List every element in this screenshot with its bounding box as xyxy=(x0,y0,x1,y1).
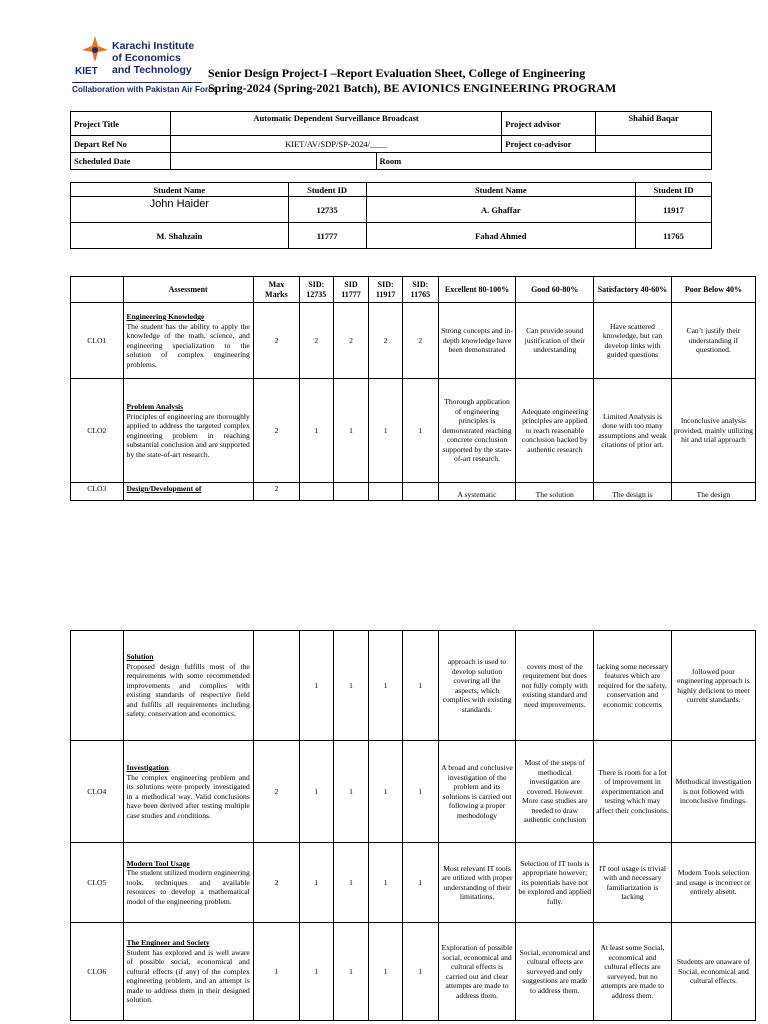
rubric-table-part2 xyxy=(70,630,756,1021)
student-mark: 1 xyxy=(369,843,403,923)
good-criteria: Adequate engineering principles are applied to reach reasonable conclusion backed by authentic research xyxy=(516,379,594,483)
student-id: 12735 xyxy=(288,197,366,223)
project-advisor-value: Shahid Baqar xyxy=(596,112,712,136)
max-marks: 2 xyxy=(253,379,299,483)
max-marks: 2 xyxy=(253,843,299,923)
student-mark: 1 xyxy=(333,923,369,1021)
poor-criteria: Can’t justify their understanding if questioned. xyxy=(671,303,755,379)
student-mark: 1 xyxy=(333,379,369,483)
student-id: 11777 xyxy=(288,223,366,249)
clo-label: CLO2 xyxy=(71,379,124,483)
sid-header: SID: 11765 xyxy=(402,277,438,303)
assessment-cell: Design/Development of xyxy=(123,483,253,501)
student-mark: 2 xyxy=(300,303,334,379)
student-mark: 1 xyxy=(300,741,334,843)
institute-logo xyxy=(72,34,218,98)
good-criteria: Can provide sound justification of their understanding xyxy=(516,303,594,379)
student-mark: 1 xyxy=(402,379,438,483)
excellent-criteria: A systematic xyxy=(438,483,516,501)
poor-criteria: Students are unaware of Social, economical and cultural effects. xyxy=(671,923,755,1021)
satisfactory-header: Satisfactory 40-60% xyxy=(594,277,672,303)
assessment-cell: Solution Proposed design fulfills most of the requirements with some recommended improvements and complies with existing standards of respective field and fulfills all requirements including safety, conservation and economics. xyxy=(123,631,253,741)
good-header: Good 60-80% xyxy=(516,277,594,303)
table-row xyxy=(71,843,756,923)
assessment-cell: The Engineer and Society Student has explored and is well aware of possible social, economical and cultural effects (if any) of the complex engineering problem, and an attempt is made to address them in their designed solution. xyxy=(123,923,253,1021)
scheduled-date-value xyxy=(170,153,376,170)
project-title-value: Automatic Dependent Surveillance Broadcast xyxy=(170,112,501,136)
max-marks: 1 xyxy=(253,923,299,1021)
max-marks: 2 xyxy=(253,483,299,501)
sid-header: SID: 12735 xyxy=(300,277,334,303)
student-mark xyxy=(300,483,334,501)
sid-header: SID: 11917 xyxy=(369,277,403,303)
poor-criteria: Methodical investigation is not followed with inconclusive findings. xyxy=(671,741,755,843)
assessment-header: Assessment xyxy=(123,277,253,303)
poor-criteria: followed poor engineering approach is highly deficient to meet current standards. xyxy=(671,631,755,741)
student-mark: 1 xyxy=(369,631,403,741)
student-name: Fahad Ahmed xyxy=(366,223,636,249)
max-marks xyxy=(253,631,299,741)
excellent-header: Excellent 80-100% xyxy=(438,277,516,303)
student-mark xyxy=(402,483,438,501)
assessment-cell: Investigation The complex engineering problem and its solutions were properly investigated in a methodical way. Valid conclusions have been derived after testing multiple case studies and conditions. xyxy=(123,741,253,843)
poor-header: Poor Below 40% xyxy=(671,277,755,303)
student-name: A. Ghaffar xyxy=(366,197,636,223)
student-mark xyxy=(333,483,369,501)
table-row xyxy=(71,483,756,501)
sid-header: SID 11777 xyxy=(333,277,369,303)
poor-criteria: Inconclusive analysis provided, mainly utilizing hit and trial approach xyxy=(671,379,755,483)
student-mark: 1 xyxy=(300,843,334,923)
satisfactory-criteria: IT tool usage is trivial with and necessary familiarization is lacking xyxy=(594,843,672,923)
student-mark: 1 xyxy=(333,741,369,843)
satisfactory-criteria: The design is xyxy=(594,483,672,501)
excellent-criteria: Thorough application of engineering principles is demonstrated reaching concrete conclusion supported by the state-of-art research. xyxy=(438,379,516,483)
depart-ref-label: Depart Ref No xyxy=(71,136,171,153)
student-mark: 1 xyxy=(333,631,369,741)
excellent-criteria: approach is used to develop solution covering all the aspects, which complies with existing standards. xyxy=(438,631,516,741)
student-mark: 1 xyxy=(300,379,334,483)
assessment-cell: Problem Analysis Principles of engineering are thoroughly applied to address the targeted complex engineering problem in reaching substantial conclusion and are supported by the state-of-art research. xyxy=(123,379,253,483)
depart-ref-value: KIET/AV/SDP/SP-2024/____ xyxy=(170,136,501,153)
excellent-criteria: Strong concepts and in-depth knowledge have been demonstrated xyxy=(438,303,516,379)
student-mark: 1 xyxy=(402,923,438,1021)
good-criteria: Social, economical and cultural effects are surveyed and only suggestions are made to address them. xyxy=(516,923,594,1021)
max-marks: 2 xyxy=(253,741,299,843)
satisfactory-criteria: lacking some necessary features which are required for the safety, conservation and economic concerns xyxy=(594,631,672,741)
student-id: 11917 xyxy=(636,197,712,223)
student-mark: 1 xyxy=(333,843,369,923)
logo-acronym: KIET xyxy=(75,66,98,77)
student-mark: 1 xyxy=(402,631,438,741)
table-row xyxy=(71,379,756,483)
student-id-header: Student ID xyxy=(636,183,712,197)
student-name-header: Student Name xyxy=(366,183,636,197)
poor-criteria: The design xyxy=(671,483,755,501)
table-row xyxy=(71,631,756,741)
student-mark: 1 xyxy=(300,631,334,741)
student-mark: 2 xyxy=(402,303,438,379)
student-mark xyxy=(369,483,403,501)
table-row xyxy=(71,303,756,379)
student-mark: 2 xyxy=(369,303,403,379)
student-name: John Haider xyxy=(71,197,289,223)
table-row xyxy=(71,923,756,1021)
satisfactory-criteria: There is room for a lot of improvement in experimentation and testing which may affect their conclusions. xyxy=(594,741,672,843)
clo-label: CLO4 xyxy=(71,741,124,843)
student-id-header: Student ID xyxy=(288,183,366,197)
clo-label: CLO5 xyxy=(71,843,124,923)
room-label: Room xyxy=(376,153,711,170)
assessment-cell: Modern Tool Usage The student utilized modern engineering tools, techniques and available resources to develop a mathematical model of the engineering problem. xyxy=(123,843,253,923)
project-title-label: Project Title xyxy=(71,112,171,136)
clo-label: CLO6 xyxy=(71,923,124,1021)
max-marks-header: Max Marks xyxy=(253,277,299,303)
logo-tagline: Collaboration with Pakistan Air Force xyxy=(72,82,202,94)
satisfactory-criteria: Limited Analysis is done with too many assumptions and weak citations of prior art. xyxy=(594,379,672,483)
student-name: M. Shahzain xyxy=(71,223,289,249)
student-id: 11765 xyxy=(636,223,712,249)
poor-criteria: Modern Tools selection and usage is incorrect or entirely absent. xyxy=(671,843,755,923)
table-row xyxy=(71,223,712,249)
good-criteria: covers most of the requirement but does not fully comply with existing standard and need improvements. xyxy=(516,631,594,741)
student-mark: 2 xyxy=(333,303,369,379)
scheduled-date-label: Scheduled Date xyxy=(71,153,171,170)
excellent-criteria: Most relevant IT tools are utilized with proper understanding of their limitations. xyxy=(438,843,516,923)
good-criteria: Most of the steps of methodical investigation are covered. However More case studies are needed to draw authentic conclusion xyxy=(516,741,594,843)
logo-institute-name: Karachi Institute of Economics and Technology xyxy=(112,40,195,76)
project-info-table xyxy=(70,111,712,170)
excellent-criteria: A broad and conclusive investigation of the problem and its solutions is carried out following a proper methodology xyxy=(438,741,516,843)
good-criteria: Selection of IT tools is appropriate however; its potentials have not be explored and applied fully. xyxy=(516,843,594,923)
aircraft-emblem-icon xyxy=(80,34,110,66)
rubric-table-part1 xyxy=(70,276,756,501)
student-table xyxy=(70,182,712,249)
student-mark: 1 xyxy=(402,843,438,923)
project-coadvisor-label: Project co-advisor xyxy=(502,136,596,153)
clo-label: CLO3 xyxy=(71,483,124,501)
table-row xyxy=(71,741,756,843)
student-mark: 1 xyxy=(369,741,403,843)
clo-label: CLO1 xyxy=(71,303,124,379)
table-row xyxy=(71,197,712,223)
satisfactory-criteria: At least some Social, economical and cultural effects are surveyed, but no attempts are made to address them. xyxy=(594,923,672,1021)
satisfactory-criteria: Have scattered knowledge, but can develop links with guided questions xyxy=(594,303,672,379)
good-criteria: The solution xyxy=(516,483,594,501)
excellent-criteria: Exploration of possible social, economical and cultural effects is carried out and clear attempts are made to address them. xyxy=(438,923,516,1021)
student-mark: 1 xyxy=(369,379,403,483)
assessment-cell: Engineering Knowledge The student has the ability to apply the knowledge of the math, science, and engineering specialization to the solution of complex engineering problems. xyxy=(123,303,253,379)
student-mark: 1 xyxy=(300,923,334,1021)
project-coadvisor-value xyxy=(596,136,712,153)
student-mark: 1 xyxy=(369,923,403,1021)
student-name-header: Student Name xyxy=(71,183,289,197)
page-title: Senior Design Project-I –Report Evaluation Sheet, College of Engineering Spring-2024 (Spring-2021 Batch), BE AVIONICS ENGINEERING PROGRAM xyxy=(208,66,617,95)
clo-label xyxy=(71,631,124,741)
project-advisor-label: Project advisor xyxy=(502,112,596,136)
max-marks: 2 xyxy=(253,303,299,379)
student-mark: 1 xyxy=(402,741,438,843)
